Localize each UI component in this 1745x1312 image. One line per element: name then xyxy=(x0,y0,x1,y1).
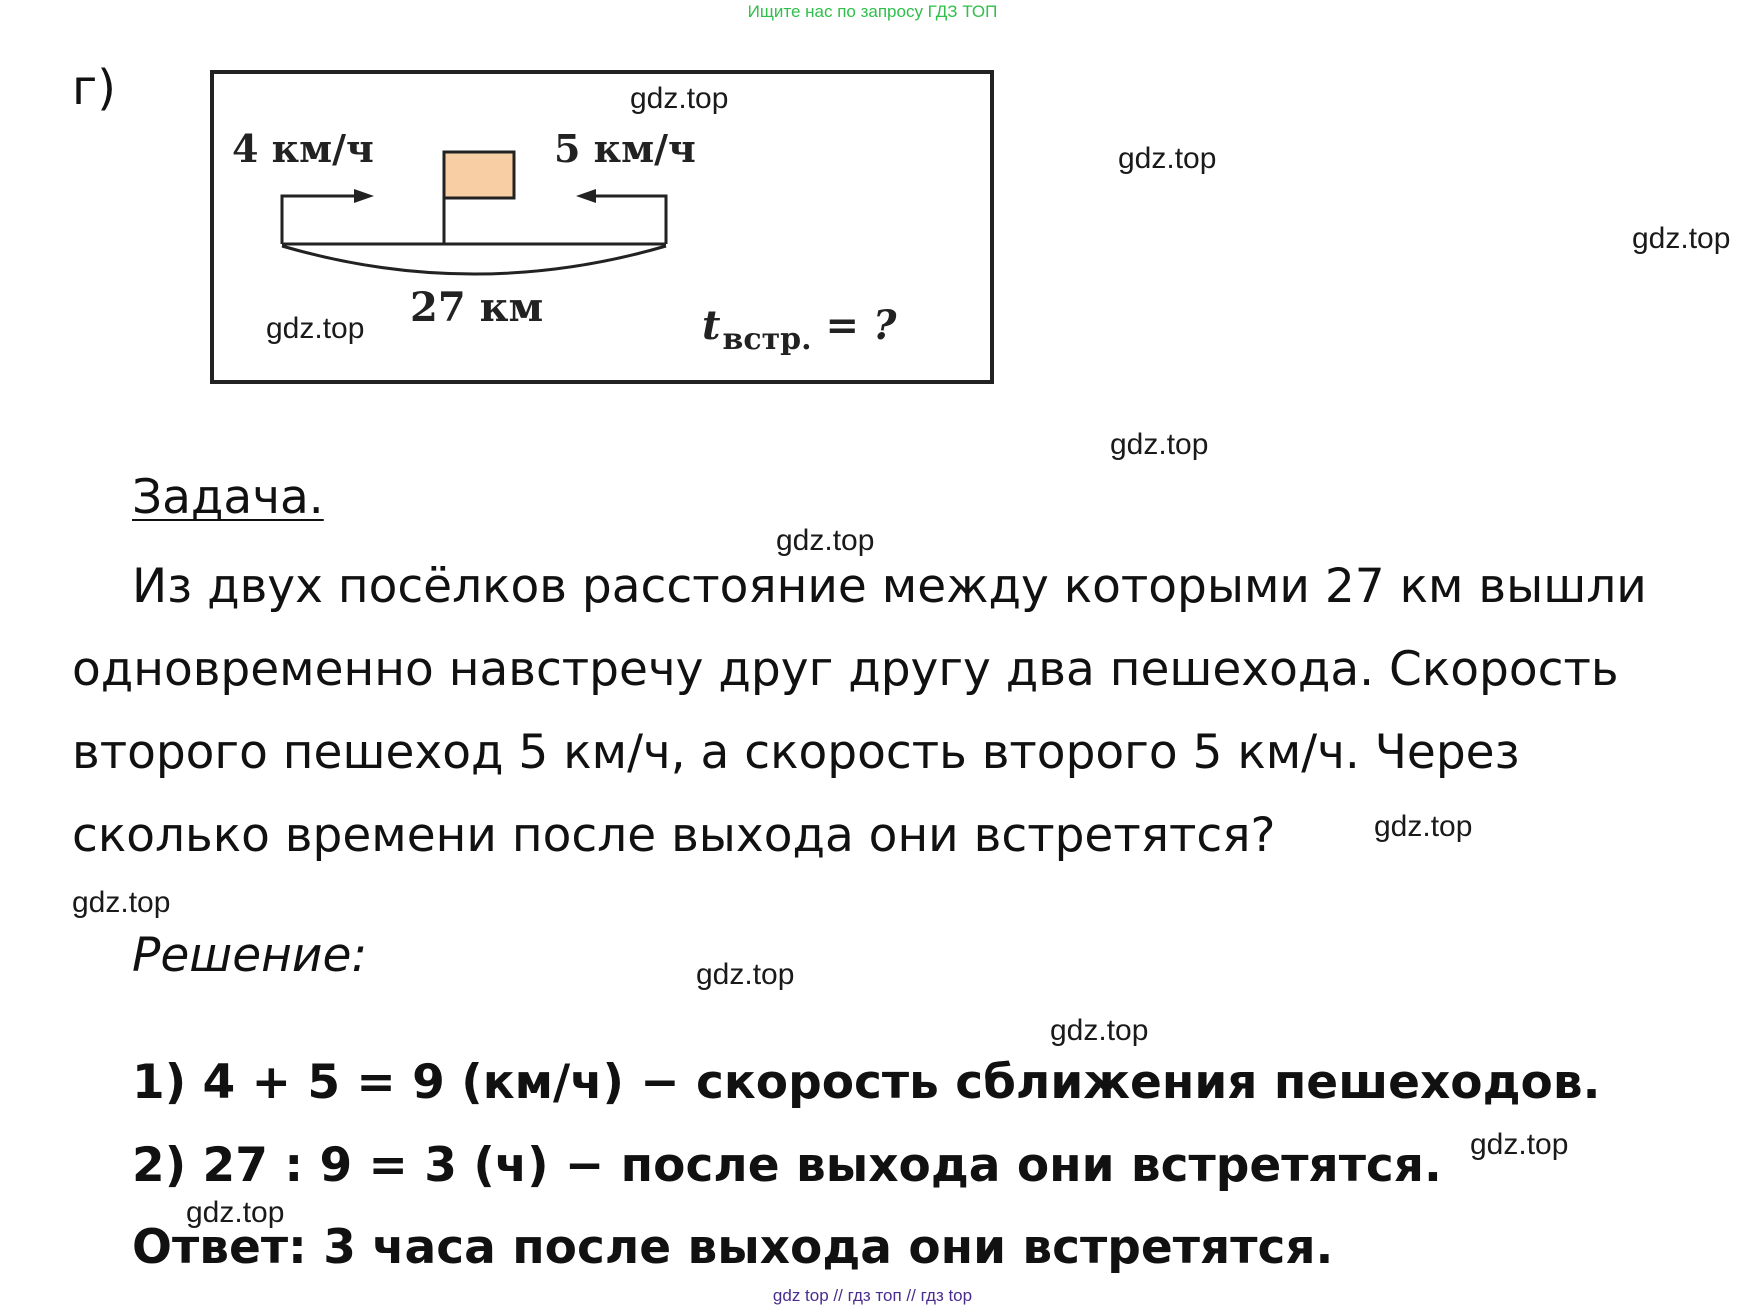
distance-label: 27 км xyxy=(410,284,544,331)
watermark: gdz.top xyxy=(1118,142,1217,175)
bottom-banner: gdz top // гдз топ // гдз top xyxy=(772,1286,973,1305)
answer-line: Ответ: 3 часа после выхода они встретятся. xyxy=(132,1220,1334,1275)
solution-title: Решение: xyxy=(132,928,368,983)
watermark: gdz.top xyxy=(1374,810,1473,843)
watermark: gdz.top xyxy=(776,524,875,557)
watermark: gdz.top xyxy=(186,1196,285,1229)
flag-icon xyxy=(444,152,514,198)
speed-left: 4 км/ч xyxy=(232,126,374,171)
top-banner: Ищите нас по запросу ГДЗ ТОП xyxy=(747,2,998,21)
task-text: Из двух посёлков расстояние между которыми 27 км вышли одновременно навстречу друг другу два пешехода. Скорость второго пешеход 5 км/ч, а скорость второго 5 км/ч. Через сколько времени после выхода они встретятся? xyxy=(72,559,1647,863)
task-title: Задача. xyxy=(132,470,324,525)
watermark: gdz.top xyxy=(1632,222,1731,255)
left-walker-path xyxy=(282,196,354,244)
time-tail: = ? xyxy=(811,302,897,349)
item-label: г) xyxy=(72,60,116,116)
meeting-time-question xyxy=(702,302,896,357)
left-arrow-icon xyxy=(576,189,596,203)
distance-arc xyxy=(282,246,666,274)
watermark: gdz.top xyxy=(696,958,795,991)
right-arrow-icon xyxy=(354,189,374,203)
watermark: gdz.top xyxy=(266,312,365,345)
watermark: gdz.top xyxy=(1050,1014,1149,1047)
watermark: gdz.top xyxy=(72,886,171,919)
watermark: gdz.top xyxy=(1470,1128,1569,1161)
solution-step-2: 2) 27 : 9 = 3 (ч) − после выхода они встретятся. xyxy=(132,1138,1442,1193)
time-symbol: t xyxy=(702,302,721,349)
watermark: gdz.top xyxy=(630,82,729,115)
watermark: gdz.top xyxy=(1110,428,1209,461)
solution-step-1: 1) 4 + 5 = 9 (км/ч) − скорость сближения пешеходов. xyxy=(132,1055,1601,1110)
time-subscript: встр. xyxy=(722,322,812,357)
speed-right: 5 км/ч xyxy=(554,126,696,171)
right-walker-path xyxy=(596,196,666,244)
